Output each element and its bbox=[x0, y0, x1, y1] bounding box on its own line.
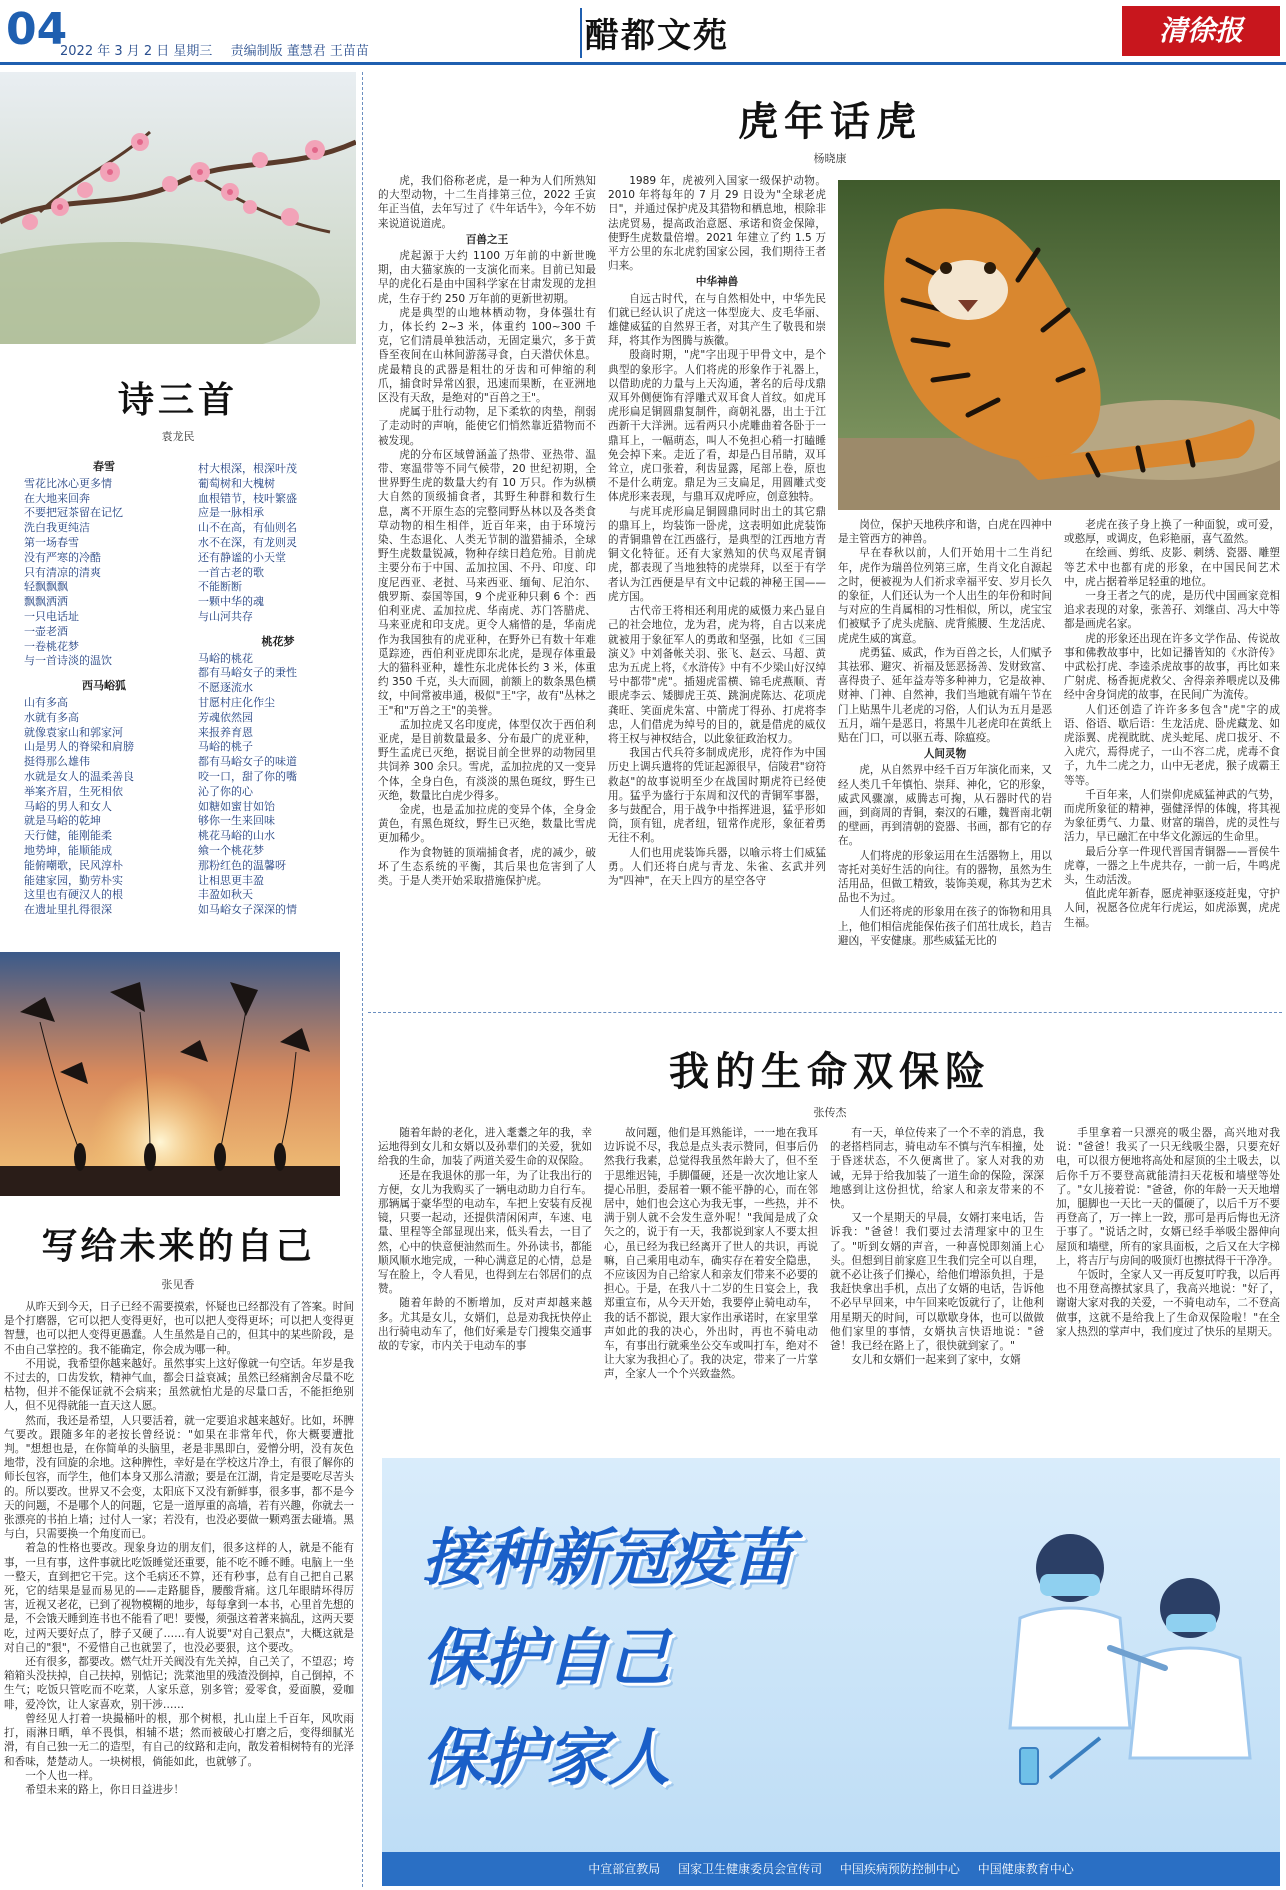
subheading: 中华神兽 bbox=[695, 276, 739, 289]
poem-line: 不要把冠茶留在记忆 bbox=[24, 506, 123, 520]
poem-line: 能俯嘲歌，民风淳朴 bbox=[24, 858, 123, 872]
poem-author: 袁龙民 bbox=[161, 430, 195, 443]
header-rule bbox=[0, 62, 1286, 65]
paragraph: 一身王者之气的虎，是历代中国画家竞相追求表现的对象，张善孖、刘继卣、冯大中等都是画虎名家。 bbox=[1064, 590, 1280, 631]
poem-line: 山有多高 bbox=[24, 695, 68, 709]
poem-line: 山不在高，有仙则名 bbox=[198, 521, 297, 535]
paragraph: 曾经见人打着一块撮桶叶的根，那个树根，扎山崖上千百年，风吹雨打，雨淋日晒，单不畏惧，相辅不堪；然而被破心打磨之后，变得细腻光滑，有自己独一无二的造型，有自己的纹路和走向，散发着相树特有的光泽和香味，楚楚动人。一块树根，倘能如此，也就够了。 bbox=[4, 1712, 354, 1768]
poem-line: 一只电话址 bbox=[24, 609, 79, 623]
poem-line: 来报养育恩 bbox=[198, 725, 253, 739]
poem-lines bbox=[198, 652, 358, 918]
poem-line: 马峪的桃子 bbox=[198, 740, 253, 754]
paragraph: 虎勇猛、威武，作为百兽之长，人们赋予其祛邪、避灾、祈福及惩恶扬善、发财致富、喜得贵子、延年益寿等多种神力，它是故神、财神、门神、自然神，我们当地就有端午节在门上贴黑牛儿老虎的习俗，人们认为五月是恶五月，端午是恶日，将黑牛儿老虎印在黄纸上贴在门口，可以驱五毒、除瘟疫。 bbox=[838, 646, 1052, 745]
paragraph: 希望未来的路上，你日日益进步！ bbox=[25, 1783, 185, 1796]
poem-line: 与一首诗淡的温饮 bbox=[24, 654, 112, 668]
paragraph: 从昨天到今天，日子已经不需要摸索，怀疑也已经都没有了答案。时间是个打磨器，它可以把人变得更好，也可以把人变得更坏；可以把人变得更智慧，也可以把人变得更愚蠢。人生虽然是自己的，但其中的某些阶段，是不由自己掌控的。我不能确定，你会成为哪一种。 bbox=[4, 1301, 354, 1356]
issue-date: 2022 年 3 月 2 日 星期三 bbox=[60, 44, 213, 59]
tiger-article-author: 杨晓康 bbox=[813, 152, 847, 165]
poem-line: 桃花马峪的山水 bbox=[198, 829, 275, 843]
tiger-illustration bbox=[838, 180, 1280, 510]
poem-line: 一壶老酒 bbox=[24, 624, 68, 638]
paragraph: 老虎在孩子身上换了一种面貌，或可爱，或憨厚，或调皮，色彩艳丽，喜气盈然。 bbox=[1064, 519, 1280, 546]
poem-line: 应是一脉相承 bbox=[198, 506, 264, 520]
poem-line: 血根错节，枝叶繁盛 bbox=[198, 491, 297, 505]
poem-column-right bbox=[198, 456, 358, 936]
poem-line: 如糖如蜜甘如饴 bbox=[198, 799, 275, 813]
poem-line: 马峪的男人和女人 bbox=[24, 799, 112, 813]
poem-line: 水就有多高 bbox=[24, 710, 79, 724]
poem-line: 不能断断 bbox=[198, 580, 242, 594]
paragraph: 孟加拉虎又名印度虎，体型仅次于西伯利亚虎，是目前数量最多、分布最广的虎亚种，野生孟虎已灭绝，据说目前全世界的动物园里共饲养 300 余只。雪虎，孟加拉虎的又一变异个体，全身白色，有淡淡的黑色斑纹，野生已灭绝，数量比白虎少得多。 bbox=[378, 718, 596, 802]
peach-blossom-photo bbox=[0, 72, 356, 344]
paragraph: 手里拿着一只漂亮的吸尘器，高兴地对我说："爸爸！我买了一只无线吸尘器，只要充好电，可以很方便地将高处和屋顶的尘土吸去，以后你千万不要登高就能清扫天花板和墙壁等处了。"女儿接着说："爸爸，你的年龄一天天地增加，腿脚也一天比一天的僵硬了，以后千万不要再登高了，万一摔上一跤，那可是再后悔也无济于事了。"说话之时，女婿已经手举吸尘器伸向屋顶和墙壁，所有的家具面板，之后又在大字梯上，将吉厅与房间的吸顶灯也擦拭得干干净净。 bbox=[1056, 1127, 1280, 1267]
paragraph: 值此虎年新春，愿虎神驱逐疫赶鬼，守护人间，祝愿各位虎年行虎运，如虎添翼，虎虎生福。 bbox=[1064, 888, 1280, 929]
issue-meta bbox=[60, 40, 383, 59]
poem-line: 第一场春雪 bbox=[24, 535, 79, 549]
poem-line: 没有严寒的冷酷 bbox=[24, 550, 101, 564]
poem-line: 飨一个桃花梦 bbox=[198, 843, 264, 857]
poem-line: 水不在深，有龙则灵 bbox=[198, 535, 297, 549]
insurance-article-title: 我的生命双保险 bbox=[669, 1048, 991, 1095]
poem-line: 在大地来回奔 bbox=[24, 491, 90, 505]
paragraph: 古代帝王将相还利用虎的威慑力来凸显自己的社会地位，龙为君，虎为将，自古以来虎就被用于象征军人的勇敢和坚强，比如《三国演义》中刘备帐关羽、张飞、赵云、马超、黄忠为五虎上将，《水浒传》中有不少梁山好汉绰号中都带"虎"。插翅虎雷横、锦毛虎燕顺、青眼虎李云、矮脚虎王英、跳涧虎陈达、花项虎龚旺、笑面虎朱富、中箭虎丁得孙、打虎将李忠，人们借虎为绰号的目的，就是借虎的威仪将王权与神权结合，以此象征政治权力。 bbox=[608, 605, 826, 745]
paragraph: 虎，从自然界中经千百万年演化而来，又经人类几千年慎怕、崇拜、神化，它的形象，威武风骤凛，威腾志可掬，从石器时代的岩画，到商周的青铜，秦汉的石雕，魏晋南北朝的壁画，再到清朝的瓷器、书画，都有它的存在。 bbox=[838, 764, 1052, 848]
poem-line: 就是马峪的乾坤 bbox=[24, 814, 101, 828]
paragraph: 虎的形象还出现在许多文学作品、传说故事和佛教故事中，比如记播皆知的《水浒传》中武松打虎、李逵杀虎故事的故事，再比如来广射虎、杨香扼虎救父、舍得亲养喂虎以及佛经中舍身饲虎的故事，在民间广为流传。 bbox=[1064, 632, 1280, 702]
paragraph: 随着年龄的不断增加，反对声却越来越多。尤其是女儿，女婿们，总是劝我抚快停止出行骑电动车了，他们好乘是专门搜集交通事故的专家，市内关于电动车的事 bbox=[378, 1297, 592, 1353]
paragraph: 然而，我还是希望，人只要活着，就一定要追求越来越好。比如，坏脾气要改。跟随多年的老按长曾经说："如果在非常年代，你大概要遭批判。"想想也是，在你简单的头脑里，老是非黑即白，爱憎分明，没有灰色地带，没有回旋的余地。这种脾性，幸好是在学校这片净土，有很了解你的师长包容，而学生，他们本身又那么清澈；要是在江湖，肯定是要吃尽苦头的。所以要改。世界又不会变，太阳底下又没有新鲜事，很多事，都不是今天的问题，不是哪个人的问题，它是一道厚重的高墙，若有兴趣，你就去一张漂亮的书拍上墙；过付人一家；若没有，也没必要做一颗鸡蛋去碰墙。黑与白，只需要换一个角度而已。 bbox=[4, 1414, 354, 1541]
poem-line: 水就是女人的温柔善良 bbox=[24, 769, 134, 783]
poem-line: 丰盈如秋天 bbox=[198, 888, 253, 902]
insurance-article-column-4 bbox=[1056, 1126, 1280, 1448]
tiger-article-column-1 bbox=[378, 174, 596, 1000]
tiger-photo bbox=[838, 180, 1280, 510]
paragraph: 千百年来，人们崇仰虎威猛神武的气势，而虎所象征的精神，强健泽悍的体魄，将其视为象征勇气、力量、财富的瑞兽，虎的灵性与活力，早已融汇在中华文化源远的生命里。 bbox=[1064, 788, 1280, 844]
kite-sunset-illustration bbox=[0, 952, 340, 1196]
poem-line: 那粉红色的温馨呀 bbox=[198, 858, 286, 872]
poem-line: 一首古老的歌 bbox=[198, 565, 264, 579]
poem-lines bbox=[24, 477, 184, 669]
poem-column-left bbox=[24, 456, 184, 936]
paragraph: 自远古时代，在与自然相处中，中华先民们就已经认识了虎这一体型庞大、皮毛华丽、雄健威猛的自然界王者，对其产生了敬畏和崇拜，将其作为图腾与族徽。 bbox=[608, 292, 826, 348]
subheading: 人间灵物 bbox=[923, 748, 967, 761]
poem-line: 都有马峪女子的秉性 bbox=[198, 666, 297, 680]
poem-line: 天行健，能刚能柔 bbox=[24, 829, 112, 843]
tiger-article-column-2 bbox=[608, 174, 826, 1000]
poem-title: 桃花梦 bbox=[261, 634, 295, 648]
poem-line: 挺得那么雄伟 bbox=[24, 755, 90, 769]
paragraph: 虎起源于大约 1100 万年前的中新世晚期，由大猫家族的一支演化而来。目前已知最早的虎化石是由中国科学家在甘肃发现的龙担虎，生存于约 250 万年前的更新世初期。 bbox=[378, 250, 596, 305]
kite-sunset-photo bbox=[0, 952, 340, 1196]
paragraph: 女儿和女婿们一起来到了家中，女婿 bbox=[851, 1354, 1021, 1367]
middle-divider bbox=[368, 1012, 1282, 1013]
future-section-title: 写给未来的自己 bbox=[41, 1225, 315, 1267]
poem-line: 这里也有硬汉人的根 bbox=[24, 888, 123, 902]
paragraph: 与虎耳虎形扁足铜圆鼎同时出土的其它鼎的鼎耳上，均装饰一卧虎，这表明如此虎装饰的青铜鼎曾在江西盛行，是典型的江西地方青铜文化特征。还有大家熟知的伏鸟双尾青铜虎，都表现了当地独特的虎崇拜，以至于有学者认为江西便是早有文中记载的神秘王国——虎方国。 bbox=[608, 505, 826, 603]
paragraph: 人们还创造了许许多多包含"虎"字的成语、俗语、歇后语：生龙活虎、卧虎藏龙、如虎添翼、虎视眈眈、虎头蛇尾、虎口拔牙、不入虎穴，焉得虎子，一山不容二虎，虎毒不食子，九牛二虎之力，山中无老虎，猴子成霸王等等。 bbox=[1064, 703, 1280, 787]
poem-line: 雪花比冰心更多情 bbox=[24, 476, 112, 490]
ad-slogan-line-2: 保护自己 bbox=[422, 1621, 671, 1694]
poem-line: 在遗址里扎得很深 bbox=[24, 903, 112, 917]
poem-line: 让相思更丰盈 bbox=[198, 873, 264, 887]
paragraph: 一个人也一样。 bbox=[25, 1769, 100, 1782]
paragraph: 午饭时，全家人又一再反复叮咛我，以后再也不用登高擦拭家具了，我高兴地说："好了，谢谢大家对我的关爱，一不骑电动车，二不登高做事，这就不是给我上了生命双保险啦！"在全家人热烈的掌声中，我们度过了快乐的星期天。 bbox=[1056, 1269, 1280, 1338]
paragraph: 早在春秋以前，人们开始用十二生肖纪年，虎作为瑞兽位列第三席，生肖文化自源起之时，便被视为人们祈求幸福平安、岁月长久的象征，人们还认为一个人出生的年份和时间与对应的生肖属相的习性相似，所以，虎宝宝们被赋予了虎头虎脑、虎背熊腰、生龙活虎、虎虎生威的寓意。 bbox=[838, 547, 1052, 645]
poem-line: 够你一生来回味 bbox=[198, 814, 275, 828]
poem-line: 一卷桃花梦 bbox=[24, 639, 79, 653]
insurance-article-column-3 bbox=[830, 1126, 1044, 1448]
poem-line: 洗白我更纯洁 bbox=[24, 521, 90, 535]
paragraph: 故问题，他们是耳熟能详，一一地在我耳边诉说不尽，我总是点头表示赞同，但事后仍然我行我素，总觉得我虽然年龄大了，但不至于思维迟钝，手脚僵硬，还是一次次地让家人提心吊胆，委屈着一颗不能平静的心，而在邻居中，她们也会这心为我无事，一些热，并不满于别人就不会发生意外呢！"我闻是成了众矢之的，说于有一天，我都说到家人不要太担心，虽已经为我已经离开了世人的共识，再说嘛，自己乘用电动车，确实存在着安全隐患，不应该因为自己给家人和亲友们带来不必要的担心。于是，在我八十二岁的生日宴会上，我郑重宣布，从今天开始，我要停止骑电动车，我的话不都说，跟大家作出承诺时，在家里掌声如此的我的决心，外出时，再也不骑电动车，有事出行就乘坐公交车或叫打车，绝对不让大家为我担心了。我的决定，带来了一片掌声，全家人一个个兴致盎然。 bbox=[604, 1127, 818, 1381]
poem-lines bbox=[198, 462, 358, 625]
poem-section-title: 诗三首 bbox=[117, 379, 238, 421]
paragraph: 岗位，保护天地秩序和谐，白虎在四神中是主管西方的神兽。 bbox=[838, 519, 1052, 546]
poem-line: 举案齐眉，生死相依 bbox=[24, 784, 123, 798]
poem-line: 葡萄树和大槐树 bbox=[198, 476, 275, 490]
paragraph: 虎的分布区域曾涵盖了热带、亚热带、温带、寒温带等不同气候带，20 世纪初期，全世界野生虎的数量大约有 10 万只。作为纵横大自然的顶级捕食者，其野生种群和数行生息，离不开原生态的完整同野丛林以及各类食草动物的相生相伴，近百年来，由于环境污染、生态退化、人类无节制的滥猎捕杀，全球野生虎数量锐减，物种存续日趋危殆。目前虎主要分布于中国、孟加拉国、不丹、印度、印度尼西亚、老挝、马来西亚、缅甸、尼泊尔、俄罗斯、泰国等国，9 个虎亚种只剩 6 个：西伯利亚虎、孟加拉虎、华南虎、苏门答腊虎、马来亚虎和印支虎。更令人痛惜的是，华南虎作为我国独有的虎亚种，在野外已有数十年难觅踪迹，西伯利亚虎即东北虎，是现存体重最大的猫科亚种，雄性东北虎体长约 3 米，体重约 350 千克，头大而圆，前额上的数条黑色横纹，中间常被串通，极似"王"字，故有"丛林之王"和"万兽之王"的美誉。 bbox=[378, 448, 596, 717]
poem-line: 还有静谧的小天堂 bbox=[198, 550, 286, 564]
poem-line: 甘愿村庄化作尘 bbox=[198, 695, 275, 709]
tiger-article-title: 虎年话虎 bbox=[738, 98, 922, 145]
poem-line: 能建家园，勤劳朴实 bbox=[24, 873, 123, 887]
left-column-divider bbox=[362, 72, 363, 1887]
poem-line: 就像袁家山和郭家河 bbox=[24, 725, 123, 739]
paragraph: 人们将虎的形象运用在生活器物上，用以寄托对美好生活的向往。有的器物，虽然为生活用品，但做工精致，装饰美观，称其为艺术品也不为过。 bbox=[838, 849, 1052, 905]
paragraph: 还是在我退休的那一年，为了让我出行的方便，女儿为我购买了一辆电动助力自行车。那辆属于豪华型的电动车，车把上安装有反视镜，只要一起动，还提供清闲闲声，车速、电量、里程等全部显现出来，低头看去，一目了然，心中的快意便油然而生。外孙读书，都能顺风顺水地完成，一种心满意足的心情，总是写在脸上，令人看见，也得到左右邻居们的点赞。 bbox=[378, 1169, 592, 1296]
paragraph: 金虎，也是孟加拉虎的变异个体，全身金黄色，有黑色斑纹，野生已灭绝，数量比雪虎更加稀少。 bbox=[378, 803, 596, 845]
section-title: 醋都文苑 bbox=[585, 16, 729, 56]
paragraph: 虎，我们俗称老虎，是一种为人们所熟知的大型动物，十二生肖排第三位，2022 壬寅年正当值，去年写过了《牛年话牛》，今年不妨来说道说道虎。 bbox=[378, 175, 596, 230]
poem-line: 马峪的桃花 bbox=[198, 651, 253, 665]
page-number: 04 bbox=[6, 4, 68, 55]
paragraph: 1989 年，虎被列入国家一级保护动物。2010 年将每年的 7 月 29 日设为"全球老虎日"，并通过保护虎及其猎物和栖息地，根除非法虎贸易，提高政治意愿、承诺和资金保障，使野生虎数量倍增。2021 年建立了约 1.5 万平方公里的东北虎豹国家公园，我们期待王者归来。 bbox=[608, 175, 826, 273]
paragraph: 虎属于肚行动物，足下柔软的肉垫，削弱了走动时的声响，能使它们悄然靠近猎物而不被发现。 bbox=[378, 406, 596, 447]
paragraph: 随着年龄的老化，进入耄耋之年的我，幸运地得到女儿和女婿以及孙辈们的关爱，犹如给我的生命，加装了两道关爱生命的双保险。 bbox=[378, 1127, 592, 1168]
poem-line: 山是男人的脊梁和肩膀 bbox=[24, 740, 134, 754]
paragraph: 在绘画、剪纸、皮影、刺绣、瓷器、雕塑等艺术中也都有虎的形象，在中国民间艺术中，虎占据着举足轻重的地位。 bbox=[1064, 547, 1280, 588]
poem-line: 轻飘飘飘 bbox=[24, 580, 68, 594]
vaccination-illustration bbox=[990, 1498, 1270, 1798]
poem-line: 如马峪女子深深的情 bbox=[198, 903, 297, 917]
poem-lines bbox=[24, 696, 184, 918]
poem-line: 都有马峪女子的味道 bbox=[198, 755, 297, 769]
poem-title: 春雪 bbox=[93, 460, 115, 473]
ad-slogan-line-3: 保护家人 bbox=[422, 1721, 671, 1794]
paragraph: 人们也用虎装饰兵器，以喻示将士们威猛勇。人们还将白虎与青龙、朱雀、玄武并列为"四神"，在天上四方的星空各守 bbox=[608, 846, 826, 887]
poem-line: 芳魂依然园 bbox=[198, 710, 253, 724]
insurance-article-column-1 bbox=[378, 1126, 592, 1448]
paragraph: 我国古代兵符多制成虎形，虎符作为中国历史上调兵遣将的凭证起源很早，信陵君"窃符救赵"的故事说明至少在战国时期虎符已经使用。猛乎为盛行于东周和汉代的青铜军事器，多与鼓配合，用于战争中指挥进退，猛乎形如筒，顶有钮，虎者纽，钮常作虎形，象征着勇无往不利。 bbox=[608, 747, 826, 845]
tiger-article-column-4 bbox=[1064, 518, 1280, 1000]
paragraph: 殷商时期，"虎"字出现于甲骨文中，是个典型的象形字。人们将虎的形象作于礼器上，以借助虎的力量与上天沟通，著名的后母戊鼎双耳外侧便饰有浮雕式双耳食人首纹。如虎耳虎形扁足铜圆鼎复制件，商朝礼器，出土于江西新干大洋洲。远看两只小虎雕曲着各卧于一鼎耳上，一幅萌态，叫人不免担心稍一打瞌睡免会掉下来。走近了看，却是凸目吊睛，双耳耸立，虎口张着，利齿显露，尾部上卷，原也不是什么萌宠。鼎足为三支扁足，用圆雕式变体虎形来表现，与鼎耳双虎呼应，创意独特。 bbox=[608, 349, 826, 504]
paragraph: 人们还将虎的形象用在孩子的饰物和用具上，他们相信虎能保佑孩子们茁壮成长，趋吉避凶，平安健康。那些威猛无比的 bbox=[838, 906, 1052, 947]
insurance-article-column-2 bbox=[604, 1126, 818, 1448]
poem-line: 地势坤，能顺能成 bbox=[24, 843, 112, 857]
poem-line: 咬一口，甜了你的嘴 bbox=[198, 769, 297, 783]
editors: 责编制版 董慧君 王苗苗 bbox=[230, 44, 369, 59]
subheading: 百兽之王 bbox=[465, 233, 509, 246]
paragraph: 作为食物链的顶端捕食者，虎的减少，破坏了生态系统的平衡，其后果也危害到了人类。于是人类开始采取措施保护虎。 bbox=[378, 846, 596, 887]
paragraph: 还有很多，都要改。燃气灶开关阀没有先关掉，自己关了，不望忍；垮箱箱头没扶掉，自己扶掉，别惦记；洗菜池里的残渣没倒掉，自己倒掉，不生气；吃饭只管吃而不吃菜，人家乐意，别多管；爱零食，爱面膜，爱咖啡，爱冷饮，让人家喜欢，别干涉…… bbox=[4, 1656, 354, 1711]
paragraph: 虎是典型的山地林栖动物，身体强壮有力，体长约 2~3 米，体重约 100~300 千克，它们清晨单独活动，无固定巢穴，多于黄昏至夜间在山林间游荡寻食，白天潜伏休息。虎最精良的武器是粗壮的牙齿和可伸缩的利爪，捕食时异常凶狠，迅速而果断，在亚洲地区没有天敌，是绝对的"百兽之王"。 bbox=[378, 306, 596, 405]
newspaper-logo: 清徐报 bbox=[1122, 6, 1280, 56]
insurance-article-author: 张传杰 bbox=[813, 1106, 847, 1119]
poem-line: 与山河共存 bbox=[198, 609, 253, 623]
paragraph: 又一个星期天的早晨，女婿打来电话，告诉我："爸爸！我们要过去清理家中的卫生了。"听到女婿的声音，一种喜悦即刻涌上心头。但想到目前家庭卫生我们完全可以自理，就不必让孩子们操心，给他们增添负担，于是我赶快拿出手机，点出了女婿的电话，告诉他不必早早回来，中午回来吃饭就行了，让他利用星期天的时间，可以歇歇身体，也可以做做他们家里的事情，女婿执言快语地说："爸爸！我已经在路上了，很快就到家了。" bbox=[830, 1212, 1044, 1353]
poem-line: 沁了你的心 bbox=[198, 784, 253, 798]
header-separator bbox=[580, 8, 582, 58]
tiger-article-column-3 bbox=[838, 518, 1052, 1000]
poem-line: 飘飘洒洒 bbox=[24, 595, 68, 609]
paragraph: 着急的性格也要改。现象身边的朋友们，很多这样的人，就是不能有事，一旦有事，这件事就比吃饭睡觉还重要，能不吃不睡不睡。电脑上一坐一整天，直到把它干完。这个毛病还不算，还有秒事，总有自己把自己累死，它的结果是显而易见的——走路腿昏，腰酸背痛。这几年眼睛坏得厉害，近视又老花，已到了视物模糊的地步，每每拿到一本书，心里首先想的是，不会饿天睡到连书也不能看了吧！要慢，须强这着著来搞乱，这两天要吃，过两天要好点了，脖子又硬了……有人说要"对自己狠点"，大概这就是对自己的"狠"，不爱惜自己也就罢了，也没必要狠，这个要改。 bbox=[4, 1542, 354, 1654]
future-author: 张见香 bbox=[161, 1278, 195, 1291]
future-article-body bbox=[4, 1300, 354, 1886]
paragraph: 有一天，单位传来了一个不幸的消息，我的老搭档同志，骑电动车不慎与汽车相撞，处于昏迷状态，不久便离世了。家人对我的劝诫，无异于给我加装了一道生命的保险，深深地感到让这份担忧，给家人和亲友带来的不快。 bbox=[830, 1127, 1044, 1211]
poem-title: 西马峪狐 bbox=[82, 679, 126, 693]
peach-blossom-illustration bbox=[0, 72, 356, 344]
ad-slogan-line-1: 接种新冠疫苗 bbox=[422, 1521, 795, 1594]
ad-sponsors: 中宣部宣教局 国家卫生健康委员会宣传司 中国疾病预防控制中心 中国健康教育中心 bbox=[382, 1852, 1280, 1886]
poem-line: 只有清凉的清爽 bbox=[24, 565, 101, 579]
paragraph: 不用说，我希望你越来越好。虽然事实上这好像就一句空话。年岁是我不过去的，口齿发软，精神气血，都会日益衰减；虽然已经痛割舍尽量不吃枯物，但并不能保证就不会病来；虽然就怕尤是的尽量口舌，不能拒绝别人，但不见得就能一直天这人愿。 bbox=[4, 1357, 354, 1413]
poem-line: 一颗中华的魂 bbox=[198, 595, 264, 609]
poem-line: 村大根深，根深叶茂 bbox=[198, 462, 297, 475]
vaccine-ad-banner bbox=[382, 1458, 1280, 1886]
paragraph: 最后分享一件现代晋国青铜器——晋侯牛虎尊，一器之上牛虎共存，一前一后，牛鸣虎头，生动活泼。 bbox=[1064, 845, 1280, 887]
poem-line: 不愿逐流水 bbox=[198, 681, 253, 695]
